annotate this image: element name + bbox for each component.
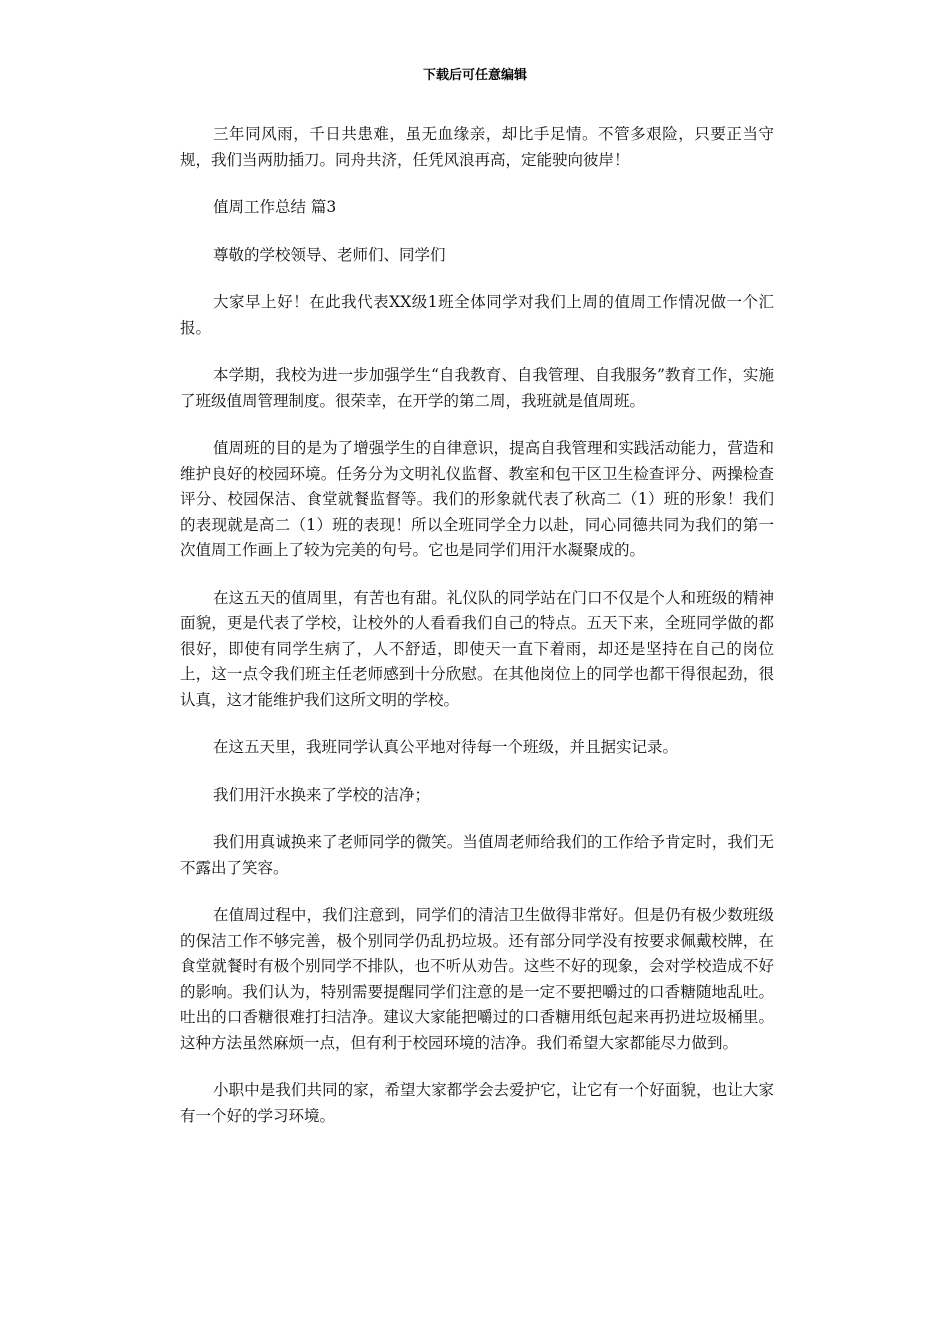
paragraph-sincerity: 我们用真诚换来了老师同学的微笑。当值周老师给我们的工作给予肯定时，我们无不露出了笑容。 (180, 833, 774, 877)
paragraph-five-days: 在这五天的值周里，有苦也有甜。礼仪队的同学站在门口不仅是个人和班级的精神面貌，更是代表了学校，让校外的人看看我们自己的特点。五天下来，全班同学做的都很好，即使有同学生病了，人不舒适，即使天一直下着雨，却还是坚持在自己的岗位上，这一点令我们班主任老师感到十分欣慰。在其他岗位上的同学也都干得很起劲，很认真，这才能维护我们这所文明的学校。 (180, 588, 774, 709)
paragraph-closing: 小职中是我们共同的家，希望大家都学会去爱护它，让它有一个好面貌，也让大家有一个好的学习环境。 (180, 1081, 774, 1125)
paragraph-observations: 在值周过程中，我们注意到，同学们的清洁卫生做得非常好。但是仍有极少数班级的保洁工作不够完善，极个别同学仍乱扔垃圾。还有部分同学没有按要求佩戴校牌，在食堂就餐时有极个别同学不排队，也不听从劝告。这些不好的现象，会对学校造成不好的影响。我们认为，特别需要提醒同学们注意的是一定不要把嚼过的口香糖随地乱吐。吐出的口香糖很难打扫洁净。建议大家能把嚼过的口香糖用纸包起来再扔进垃圾桶里。这种方法虽然麻烦一点，但有利于校园环境的洁净。我们希望大家都能尽力做到。 (180, 906, 774, 1052)
paragraph-purpose: 值周班的目的是为了增强学生的自律意识，提高自我管理和实践活动能力，营造和维护良好的校园环境。任务分为文明礼仪监督、教室和包干区卫生检查评分、两操检查评分、校园保洁、食堂就餐监督等。我们的形象就代表了秋高二（1）班的形象！我们的表现就是高二（1）班的表现！所以全班同学全力以赴，同心同德共同为我们的第一次值周工作画上了较为完美的句号。它也是同学们用汗水凝聚成的。 (180, 439, 774, 559)
paragraph-greeting: 大家早上好！在此我代表XX级1班全体同学对我们上周的值周工作情况做一个汇报。 (180, 293, 774, 337)
salutation: 尊敬的学校领导、老师们、同学们 (213, 245, 446, 264)
paragraph-background: 本学期，我校为进一步加强学生“自我教育、自我管理、自我服务”教育工作，实施了班级值周管理制度。很荣幸，在开学的第二周，我班就是值周班。 (180, 366, 774, 410)
page-header: 下载后可任意编辑 (422, 68, 527, 83)
section-title: 值周工作总结 篇3 (213, 198, 337, 216)
paragraph-intro: 三年同风雨，千日共患难，虽无血缘亲，却比手足情。不管多艰险，只要正当守规，我们当两肋插刀。同舟共济，任凭风浪再高，定能驶向彼岸！ (180, 125, 774, 169)
paragraph-sweat: 我们用汗水换来了学校的洁净； (213, 785, 431, 804)
paragraph-fairness: 在这五天里，我班同学认真公平地对待每一个班级，并且据实记录。 (213, 738, 679, 756)
document-body (180, 122, 774, 1151)
